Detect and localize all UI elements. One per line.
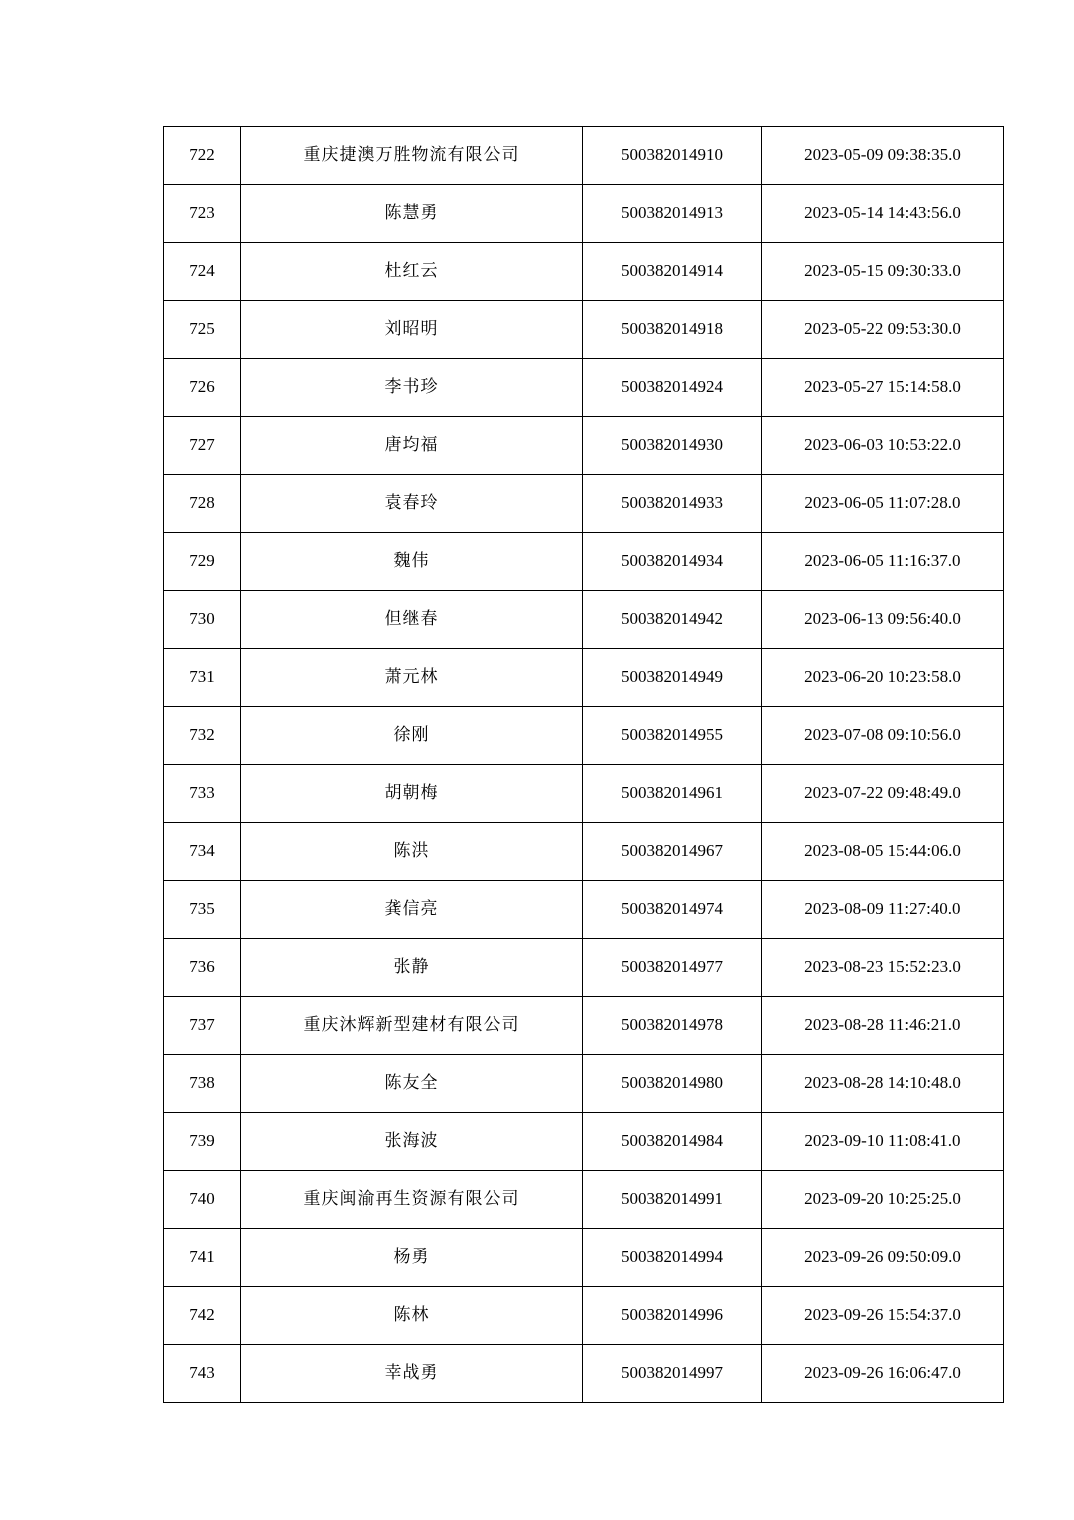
cell-time: 2023-08-05 15:44:06.0: [762, 823, 1004, 881]
cell-time: 2023-05-09 09:38:35.0: [762, 127, 1004, 185]
table-row: [164, 1113, 1004, 1171]
cell-code: 500382014910: [583, 127, 762, 185]
cell-name: 唐均福: [241, 417, 583, 475]
table-row: [164, 475, 1004, 533]
table-row: [164, 1171, 1004, 1229]
cell-index: 734: [164, 823, 241, 881]
cell-time: 2023-09-10 11:08:41.0: [762, 1113, 1004, 1171]
table-row: [164, 1287, 1004, 1345]
cell-index: 738: [164, 1055, 241, 1113]
table-row: [164, 997, 1004, 1055]
cell-index: 737: [164, 997, 241, 1055]
cell-name: 张静: [241, 939, 583, 997]
cell-index: 736: [164, 939, 241, 997]
cell-index: 739: [164, 1113, 241, 1171]
cell-index: 733: [164, 765, 241, 823]
cell-name: 陈友全: [241, 1055, 583, 1113]
table-row: [164, 301, 1004, 359]
table-row: [164, 533, 1004, 591]
table-row: [164, 591, 1004, 649]
cell-time: 2023-07-22 09:48:49.0: [762, 765, 1004, 823]
cell-time: 2023-06-05 11:16:37.0: [762, 533, 1004, 591]
cell-time: 2023-09-26 15:54:37.0: [762, 1287, 1004, 1345]
cell-index: 724: [164, 243, 241, 301]
records-table: [163, 126, 1004, 1403]
cell-name: 张海波: [241, 1113, 583, 1171]
table-row: [164, 243, 1004, 301]
cell-index: 726: [164, 359, 241, 417]
cell-code: 500382014924: [583, 359, 762, 417]
cell-index: 742: [164, 1287, 241, 1345]
cell-time: 2023-09-26 16:06:47.0: [762, 1345, 1004, 1403]
cell-code: 500382014955: [583, 707, 762, 765]
cell-index: 722: [164, 127, 241, 185]
cell-name: 杜红云: [241, 243, 583, 301]
table-row: [164, 417, 1004, 475]
table-row: [164, 823, 1004, 881]
table-row: [164, 765, 1004, 823]
cell-time: 2023-09-26 09:50:09.0: [762, 1229, 1004, 1287]
cell-code: 500382014977: [583, 939, 762, 997]
cell-name: 幸战勇: [241, 1345, 583, 1403]
cell-index: 730: [164, 591, 241, 649]
cell-name: 刘昭明: [241, 301, 583, 359]
cell-code: 500382014942: [583, 591, 762, 649]
cell-time: 2023-07-08 09:10:56.0: [762, 707, 1004, 765]
table-row: [164, 127, 1004, 185]
cell-index: 732: [164, 707, 241, 765]
cell-time: 2023-06-03 10:53:22.0: [762, 417, 1004, 475]
cell-index: 725: [164, 301, 241, 359]
cell-code: 500382014991: [583, 1171, 762, 1229]
cell-time: 2023-05-15 09:30:33.0: [762, 243, 1004, 301]
cell-name: 徐刚: [241, 707, 583, 765]
cell-time: 2023-08-28 14:10:48.0: [762, 1055, 1004, 1113]
table-row: [164, 649, 1004, 707]
cell-time: 2023-06-05 11:07:28.0: [762, 475, 1004, 533]
cell-name: 重庆捷澳万胜物流有限公司: [241, 127, 583, 185]
cell-code: 500382014980: [583, 1055, 762, 1113]
table-row: [164, 1345, 1004, 1403]
cell-name: 重庆闽渝再生资源有限公司: [241, 1171, 583, 1229]
cell-code: 500382014934: [583, 533, 762, 591]
cell-name: 但继春: [241, 591, 583, 649]
cell-index: 735: [164, 881, 241, 939]
cell-code: 500382014949: [583, 649, 762, 707]
cell-code: 500382014997: [583, 1345, 762, 1403]
cell-name: 李书珍: [241, 359, 583, 417]
cell-time: 2023-06-13 09:56:40.0: [762, 591, 1004, 649]
cell-name: 魏伟: [241, 533, 583, 591]
cell-name: 陈慧勇: [241, 185, 583, 243]
cell-code: 500382014984: [583, 1113, 762, 1171]
cell-index: 731: [164, 649, 241, 707]
cell-time: 2023-06-20 10:23:58.0: [762, 649, 1004, 707]
table-row: [164, 359, 1004, 417]
table-row: [164, 881, 1004, 939]
cell-code: 500382014994: [583, 1229, 762, 1287]
cell-name: 龚信亮: [241, 881, 583, 939]
cell-name: 重庆沐辉新型建材有限公司: [241, 997, 583, 1055]
cell-time: 2023-05-22 09:53:30.0: [762, 301, 1004, 359]
cell-name: 萧元林: [241, 649, 583, 707]
cell-code: 500382014978: [583, 997, 762, 1055]
table-row: [164, 707, 1004, 765]
cell-code: 500382014914: [583, 243, 762, 301]
cell-time: 2023-09-20 10:25:25.0: [762, 1171, 1004, 1229]
cell-name: 胡朝梅: [241, 765, 583, 823]
cell-name: 陈林: [241, 1287, 583, 1345]
cell-code: 500382014933: [583, 475, 762, 533]
cell-code: 500382014913: [583, 185, 762, 243]
cell-time: 2023-08-23 15:52:23.0: [762, 939, 1004, 997]
cell-code: 500382014967: [583, 823, 762, 881]
cell-index: 740: [164, 1171, 241, 1229]
cell-index: 723: [164, 185, 241, 243]
cell-code: 500382014996: [583, 1287, 762, 1345]
cell-time: 2023-05-14 14:43:56.0: [762, 185, 1004, 243]
cell-index: 728: [164, 475, 241, 533]
cell-code: 500382014918: [583, 301, 762, 359]
records-table-container: [163, 126, 969, 1403]
cell-time: 2023-08-09 11:27:40.0: [762, 881, 1004, 939]
cell-time: 2023-08-28 11:46:21.0: [762, 997, 1004, 1055]
cell-index: 727: [164, 417, 241, 475]
records-table-body: [164, 127, 1004, 1403]
cell-index: 741: [164, 1229, 241, 1287]
cell-code: 500382014930: [583, 417, 762, 475]
table-row: [164, 1229, 1004, 1287]
cell-name: 陈洪: [241, 823, 583, 881]
cell-name: 袁春玲: [241, 475, 583, 533]
cell-index: 729: [164, 533, 241, 591]
cell-time: 2023-05-27 15:14:58.0: [762, 359, 1004, 417]
cell-name: 杨勇: [241, 1229, 583, 1287]
table-row: [164, 185, 1004, 243]
cell-code: 500382014961: [583, 765, 762, 823]
cell-code: 500382014974: [583, 881, 762, 939]
table-row: [164, 1055, 1004, 1113]
cell-index: 743: [164, 1345, 241, 1403]
table-row: [164, 939, 1004, 997]
